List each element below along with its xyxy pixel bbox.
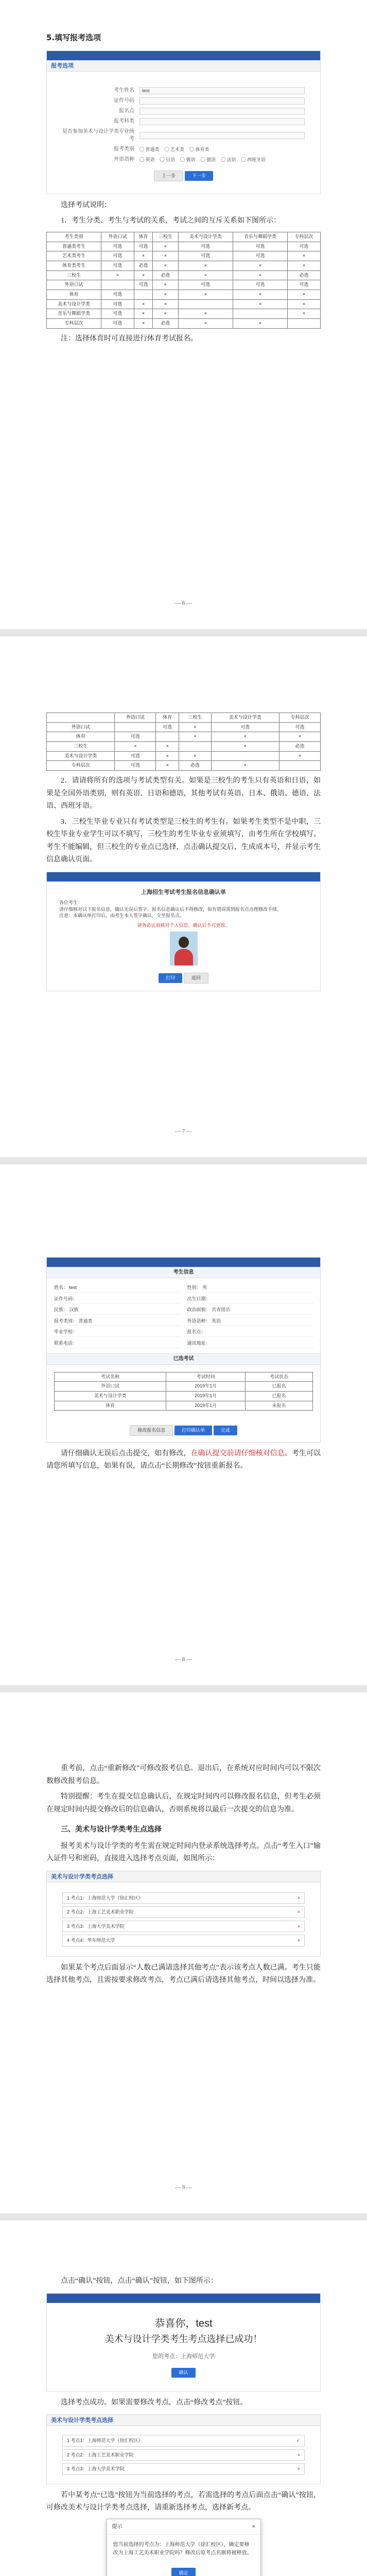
para-2: 注：选择体育时可直接进行体育考试报名。 xyxy=(61,334,198,343)
table-row xyxy=(47,742,321,752)
table-cell xyxy=(211,751,279,761)
radio-option[interactable]: ◯ 艺术类 xyxy=(164,146,185,152)
confirm-button[interactable]: 确认 xyxy=(171,2368,195,2378)
table-cell: 可选 xyxy=(101,299,134,309)
table-cell: × xyxy=(288,290,321,299)
table-header-cell: 三校生 xyxy=(179,713,211,723)
table-row xyxy=(47,242,321,251)
table-cell: × xyxy=(288,309,321,319)
confirm-screenshot xyxy=(46,872,321,991)
table-cell: × xyxy=(211,761,279,771)
table-header-cell: 考试名称 xyxy=(55,1372,166,1382)
table-cell xyxy=(115,722,156,732)
table-cell: 体育类考生 xyxy=(47,261,101,270)
form-row xyxy=(62,97,305,105)
form-row xyxy=(62,118,305,125)
table-cell xyxy=(156,732,179,742)
table-cell: × xyxy=(178,270,233,280)
candidate-photo xyxy=(170,931,198,965)
table-cell: 体育 xyxy=(47,732,115,742)
field-label: 报名点 xyxy=(119,108,134,114)
para-red: 在确认提交前请仔细核对信息 xyxy=(190,1449,285,1458)
site-option-mark[interactable]: × xyxy=(297,2466,300,2472)
field-label: 是否参加美术与设计学类专业统考 xyxy=(62,129,134,142)
table-cell: × xyxy=(178,309,233,319)
table-cell: 必选 xyxy=(134,261,153,270)
table-cell: 2019年1月 xyxy=(166,1391,246,1401)
table-cell: 可选 xyxy=(101,309,134,319)
field-label: 证件号码 xyxy=(114,98,134,104)
table-cell: × xyxy=(288,261,321,270)
radio-group xyxy=(139,146,305,153)
site-option[interactable] xyxy=(62,2449,305,2461)
site-option-mark[interactable]: × xyxy=(297,1895,300,1901)
table-cell: × xyxy=(152,261,178,270)
table-header-cell: 外语口试 xyxy=(101,232,134,242)
table-cell: 已报名 xyxy=(245,1391,312,1401)
info-item: 民族： 汉族 xyxy=(54,1306,180,1315)
table-cell: × xyxy=(178,261,233,270)
site-option-label: 3 考点3：上海大学美术学院 xyxy=(67,1923,125,1929)
table-row xyxy=(47,290,321,299)
form-title: 报考选项 xyxy=(47,60,320,72)
page-number: — 6 — xyxy=(175,600,192,606)
table-header-cell: 音乐与舞蹈学类 xyxy=(233,232,287,242)
exam-table xyxy=(54,1372,313,1411)
table-header-cell: 三校生 xyxy=(152,232,178,242)
table-cell: 艺术类考生 xyxy=(47,251,101,261)
table-cell: × xyxy=(156,742,179,752)
para-3: 报考美术与设计学类的考生需在规定时间内登录系统选择考点。点击“考生入口”输入证件号和密码，直接进入选择考点页面，如图所示： xyxy=(46,1842,321,1862)
form-row xyxy=(62,156,305,163)
edit-info-button[interactable]: 修改报名信息 xyxy=(130,1425,173,1436)
table-cell: × xyxy=(233,270,287,280)
table-cell: 可选 xyxy=(134,242,153,251)
form-row xyxy=(62,128,305,143)
table-cell: × xyxy=(233,319,287,329)
table-cell: 可选 xyxy=(233,242,287,251)
page-number: — 9 — xyxy=(175,2184,192,2191)
para-1: 1．考生分类、考生与考试的关系，考试之间的互斥关系如下图所示： xyxy=(61,217,281,225)
table-row xyxy=(55,1391,313,1401)
table-cell: 外语口试 xyxy=(55,1382,166,1392)
table-cell: 音乐与舞蹈学类 xyxy=(47,309,101,319)
table-cell xyxy=(179,742,211,752)
radio-option[interactable]: ◯ 西班牙语 xyxy=(241,157,266,162)
form-row xyxy=(62,108,305,115)
success-screenshot xyxy=(46,2293,321,2392)
para-1: 请仔细确认无误后点击提交，如有修改，在确认提交前请仔细核对信息。考生可以请您所填写信息，如果有误，请点击“长期修改”按钮重新报名。 xyxy=(46,1449,321,1470)
table-cell: 可选 xyxy=(233,251,287,261)
success-message: 美术与设计学类考生考点选择已成功！ xyxy=(104,2333,263,2344)
page-number: — 7 — xyxy=(175,1128,192,1134)
print-confirm-button[interactable]: 打印确认单 xyxy=(174,1426,212,1435)
table-cell: 外语口试 xyxy=(47,722,115,732)
notice-line: 请仔细核对以下报名信息，确认无误后签字。报名信息确认后不得修改，如有错误需到报名点办理修改手续。 xyxy=(59,906,282,912)
table-header-cell: 专科层次 xyxy=(279,713,321,723)
table-cell: 可选 xyxy=(115,751,156,761)
table-cell: × xyxy=(178,319,233,329)
table-cell: × xyxy=(288,251,321,261)
table-cell: × xyxy=(156,751,179,761)
field-label: 外语语种 xyxy=(114,157,134,163)
top-bar xyxy=(47,51,320,60)
site-option-mark[interactable]: × xyxy=(297,2452,300,2458)
back-button[interactable]: 返回 xyxy=(184,973,208,984)
para-2: 特别提醒：考生在提交信息确认后，在规定时间内可以修改报名信息，但考生必须在规定时间内提交修改后的信息确认，否则系统将以最后一次提交的信息为准。 xyxy=(46,1793,321,1814)
field-input[interactable] xyxy=(139,132,305,139)
shot-title: 美术与设计学类考点选择 xyxy=(47,2415,320,2426)
site-select-screenshot xyxy=(46,1871,321,1957)
intro-text: 选择考试说明： xyxy=(61,201,111,209)
table-cell: 2019年1月 xyxy=(166,1401,246,1411)
radio-option[interactable]: ◯ 日语 xyxy=(160,157,176,162)
table-cell: × xyxy=(152,299,178,309)
top-bar xyxy=(47,1258,320,1267)
exam-table-title: 已选考试 xyxy=(47,1353,320,1365)
table-row xyxy=(47,251,321,261)
radio-group xyxy=(139,157,305,163)
table-cell: × xyxy=(152,280,178,290)
next-button[interactable]: 下一步 xyxy=(185,171,213,181)
table-cell: × xyxy=(211,742,279,752)
info-grid xyxy=(47,1278,320,1353)
info-title: 考生信息 xyxy=(47,1267,320,1278)
shot-title: 美术与设计学类考点选择 xyxy=(47,1871,320,1883)
field-label: 考生姓名 xyxy=(114,88,134,94)
table-row xyxy=(47,319,321,329)
notice-line: 注意：本确认单打印后，由考生本人签字确认，交至报名点。 xyxy=(59,913,185,919)
table-cell: 2019年1月 xyxy=(166,1382,246,1392)
table-cell: × xyxy=(152,309,178,319)
table-row xyxy=(47,732,321,742)
table-cell: 三校生 xyxy=(47,270,101,280)
site-option-mark[interactable]: × xyxy=(297,1923,300,1929)
table-cell: 可选 xyxy=(288,242,321,251)
table-header-cell: 考试时间 xyxy=(166,1372,246,1382)
table-row xyxy=(47,309,321,319)
table-cell: × xyxy=(279,732,321,742)
table-cell: 美术与设计学类 xyxy=(47,751,115,761)
table-cell: × xyxy=(211,732,279,742)
field-label: 报考类别 xyxy=(114,146,134,152)
table-cell: 可选 xyxy=(288,280,321,290)
para-1: 重考前，点击“重新修改”可修改报考信息。退出后，在系统对应时间内可以不限次数修改报考信息。 xyxy=(46,1765,321,1785)
info-item: 证件号码： xyxy=(54,1295,180,1304)
info-item: 报考类别： 普通类 xyxy=(54,1317,180,1326)
table-cell: × xyxy=(179,722,211,732)
para-2: 选择考点成功。如果需要修改考点，点击“修改考点”按钮。 xyxy=(61,2398,248,2406)
table-cell: × xyxy=(179,751,211,761)
site-option[interactable] xyxy=(62,1935,305,1946)
info-item: 报名点： xyxy=(187,1328,313,1337)
notice-title: 上海招生考试考生报名信息确认单 xyxy=(141,889,226,895)
table-cell: × xyxy=(233,261,287,270)
info-screenshot xyxy=(46,1257,321,1443)
field-input[interactable] xyxy=(139,118,305,125)
site-option[interactable] xyxy=(62,1921,305,1933)
table-row xyxy=(55,1401,313,1411)
dialog-body: 您当前选择的考点为：上海师范大学（徐汇校区），确定要修改为上海工艺美术职业学院吗？修改后原考点名额将被释放。 xyxy=(113,2542,252,2556)
table-cell: × xyxy=(134,299,153,309)
table-cell: 美术与设计学类 xyxy=(55,1391,166,1401)
table-cell: 必选 xyxy=(279,742,321,752)
table-cell: 必选 xyxy=(179,761,211,771)
table-cell: × xyxy=(152,251,178,261)
table-cell: 三校生 xyxy=(47,742,115,752)
site-option-label: 4 考点4：华东师范大学 xyxy=(67,1938,115,1943)
prev-button[interactable]: 上一步 xyxy=(154,171,183,181)
table-cell: × xyxy=(233,299,287,309)
radio-option[interactable]: ◯ 体育类 xyxy=(189,146,209,152)
table-cell: 可选 xyxy=(178,280,233,290)
table-cell: × xyxy=(156,761,179,771)
table-cell: × xyxy=(115,742,156,752)
radio-option[interactable]: ◯ 普通类 xyxy=(139,146,160,152)
table-row xyxy=(47,299,321,309)
table-header-cell: 美术与设计学类 xyxy=(211,713,279,723)
table-cell: 必选 xyxy=(152,270,178,280)
page-3 xyxy=(0,1164,367,1692)
form-row xyxy=(62,87,305,94)
para-1: 点击“确认”按钮，点击“确认”按钮，如下图所示： xyxy=(61,2277,218,2285)
table-row xyxy=(47,761,321,771)
site-option[interactable] xyxy=(62,2463,305,2475)
site-option[interactable] xyxy=(62,1892,305,1904)
table-cell: × xyxy=(279,751,321,761)
section-heading: 5.填写报考选项 xyxy=(46,33,101,42)
site-option-mark[interactable]: × xyxy=(297,1938,300,1943)
info-item: 通讯地址： xyxy=(187,1339,313,1348)
table-cell: × xyxy=(179,732,211,742)
para-2: 3．三校生毕业专业只有考试类型是三校生的考生有。如果考生类型不是中职，三校生毕业专业学生可以不填写，三校生的考生毕业专业须填写，由考生所在学校填写。考生不能编辑，但三校生的专业点已选择，点击确认提交后，生成成本号，并显示考生信息确认页面。 xyxy=(46,818,321,864)
table-header-cell: 体育 xyxy=(156,713,179,723)
table-cell: × xyxy=(134,270,153,280)
table-cell: × xyxy=(288,299,321,309)
table-cell xyxy=(288,319,321,329)
dialog-ok-button[interactable]: 确定 xyxy=(171,2568,195,2576)
info-item: 性别： 男 xyxy=(187,1283,313,1293)
info-item: 政治面貌： 共青团员 xyxy=(187,1306,313,1315)
table-cell: 必选 xyxy=(152,319,178,329)
table-cell xyxy=(101,280,134,290)
table-cell: 可选 xyxy=(134,280,153,290)
page-1 xyxy=(0,0,367,636)
radio-option[interactable]: ◯ 德语 xyxy=(200,157,216,162)
table-header-cell xyxy=(47,713,115,723)
table-row xyxy=(47,722,321,732)
table-cell: × xyxy=(152,242,178,251)
table-cell: 可选 xyxy=(156,722,179,732)
site-option-label: 1 考点1：上海师范大学（徐汇校区） xyxy=(67,2438,143,2444)
notice-line: 各位考生： xyxy=(59,900,83,906)
table-cell: 可选 xyxy=(101,290,134,299)
table-cell: 可选 xyxy=(211,722,279,732)
table-cell: × xyxy=(134,309,153,319)
table-cell: 可选 xyxy=(101,319,134,329)
table-cell xyxy=(233,309,287,319)
table-cell: × xyxy=(233,290,287,299)
radio-option[interactable]: ◯ 俄语 xyxy=(180,157,196,162)
table-cell: × xyxy=(134,251,153,261)
close-icon[interactable]: × xyxy=(252,2523,255,2530)
table-header-cell: 体育 xyxy=(134,232,153,242)
radio-option[interactable]: ◯ 英语 xyxy=(139,157,155,162)
info-item: 联系电话： xyxy=(54,1339,180,1348)
field-label: 报考科类 xyxy=(114,118,134,125)
page-5 xyxy=(0,2221,367,2576)
table-cell xyxy=(279,761,321,771)
site-option[interactable] xyxy=(62,1906,305,1918)
table-row xyxy=(47,280,321,290)
table-cell: × xyxy=(101,270,134,280)
info-item: 毕业学校： xyxy=(54,1328,180,1337)
site-option-mark[interactable]: × xyxy=(297,1909,300,1915)
site-option-label: 2 考点2：上海工艺美术职业学院 xyxy=(67,2452,134,2458)
table-cell: × xyxy=(152,290,178,299)
table-header-cell: 美术与设计学类 xyxy=(178,232,233,242)
table-cell: 体育 xyxy=(55,1401,166,1411)
table-header-cell: 考试状态 xyxy=(245,1372,312,1382)
table-cell: 必选 xyxy=(288,270,321,280)
table-cell: 未报名 xyxy=(245,1401,312,1411)
table-header-cell: 考生类别 xyxy=(47,232,101,242)
top-bar xyxy=(47,2294,320,2303)
field-input[interactable] xyxy=(139,97,305,105)
table-cell: 普通类考生 xyxy=(47,242,101,251)
table-row xyxy=(55,1382,313,1392)
table-cell: 可选 xyxy=(178,251,233,261)
table-cell xyxy=(178,299,233,309)
table-cell: 可选 xyxy=(115,761,156,771)
site-option-label: 2 考点2：上海工艺美术职业学院 xyxy=(67,1909,134,1915)
table-cell: × xyxy=(178,290,233,299)
table-cell: 可选 xyxy=(279,722,321,732)
info-item: 出生日期： xyxy=(187,1295,313,1304)
table-header-cell: 专科层次 xyxy=(288,232,321,242)
dialog-title: 提示 xyxy=(112,2523,123,2530)
site-option[interactable] xyxy=(62,2435,305,2447)
finish-button[interactable]: 完成 xyxy=(214,1426,237,1435)
success-greeting: 恭喜你，test xyxy=(154,2317,213,2329)
info-item: 外语语种： 英语 xyxy=(187,1317,313,1326)
table-row xyxy=(47,270,321,280)
page-number: — 8 — xyxy=(175,1656,192,1663)
table-cell: 可选 xyxy=(101,251,134,261)
notice-warning: 请务必认真核对个人信息，确认后不可更改。 xyxy=(137,922,230,928)
notice-body xyxy=(59,900,308,919)
field-input[interactable]: test xyxy=(139,87,305,94)
page-2 xyxy=(0,636,367,1164)
options-form xyxy=(47,72,320,194)
section-heading: 三、美术与设计学类考生点选择 xyxy=(61,1825,162,1834)
table-cell: 专科层次 xyxy=(47,319,101,329)
table-cell: × xyxy=(134,319,153,329)
info-item: 姓名： test xyxy=(54,1283,180,1293)
table-cell: 可选 xyxy=(101,261,134,270)
table-cell: 可选 xyxy=(101,242,134,251)
table-cell: 体育 xyxy=(47,290,101,299)
table-cell: 可选 xyxy=(233,280,287,290)
relation-table xyxy=(46,232,321,329)
form-row xyxy=(62,146,305,153)
table-cell: 已报名 xyxy=(245,1382,312,1392)
table-cell: 外语口试 xyxy=(47,280,101,290)
table-row xyxy=(47,261,321,270)
para-1: 2．请请将所有的选项与考试类型有关。如果是三校生的考生只有英语和日语，如果是全国外语类别，则有英语、日语和德语，其他考试有英语、日本、俄语、德语、法语、西班牙语。 xyxy=(46,777,321,810)
print-button[interactable]: 打印 xyxy=(159,973,182,983)
site-option-label: 1 考点1：上海师范大学（徐汇校区） xyxy=(67,1895,143,1901)
success-site: 您的考点：上海师范大学 xyxy=(152,2353,215,2360)
table-row xyxy=(47,751,321,761)
modify-screenshot xyxy=(46,2414,321,2484)
page-4 xyxy=(0,1692,367,2221)
table-cell xyxy=(134,290,153,299)
site-option-mark[interactable]: ✓ xyxy=(296,2438,300,2444)
form-screenshot xyxy=(46,50,321,194)
exclusion-table xyxy=(46,713,321,771)
field-input[interactable] xyxy=(139,108,305,115)
para-3: 若中某考点“已选”按钮为当前选择的考点，若需选择的考点后面点击“确认”按钮，可修改美术与设计学类考点选择，请重新选择考点，选择新考点。 xyxy=(46,2491,321,2512)
radio-option[interactable]: ◯ 法语 xyxy=(221,157,236,162)
top-bar xyxy=(47,872,320,882)
confirm-dialog xyxy=(107,2519,261,2576)
para-4: 如果某个考点后面显示“人数已满请选择其他考点”表示该考点人数已满。考生只能选择其他考点，且需按要求修改考点，考点已满后请选择其他考点，时间以选择为准。 xyxy=(46,1963,321,1985)
table-cell: 美术与设计学类 xyxy=(47,299,101,309)
table-header-cell: 外语口试 xyxy=(115,713,156,723)
site-option-label: 3 考点3：上海大学美术学院 xyxy=(67,2466,125,2472)
table-cell: 专科层次 xyxy=(47,761,115,771)
table-cell: 可选 xyxy=(115,732,156,742)
table-cell: 可选 xyxy=(178,242,233,251)
